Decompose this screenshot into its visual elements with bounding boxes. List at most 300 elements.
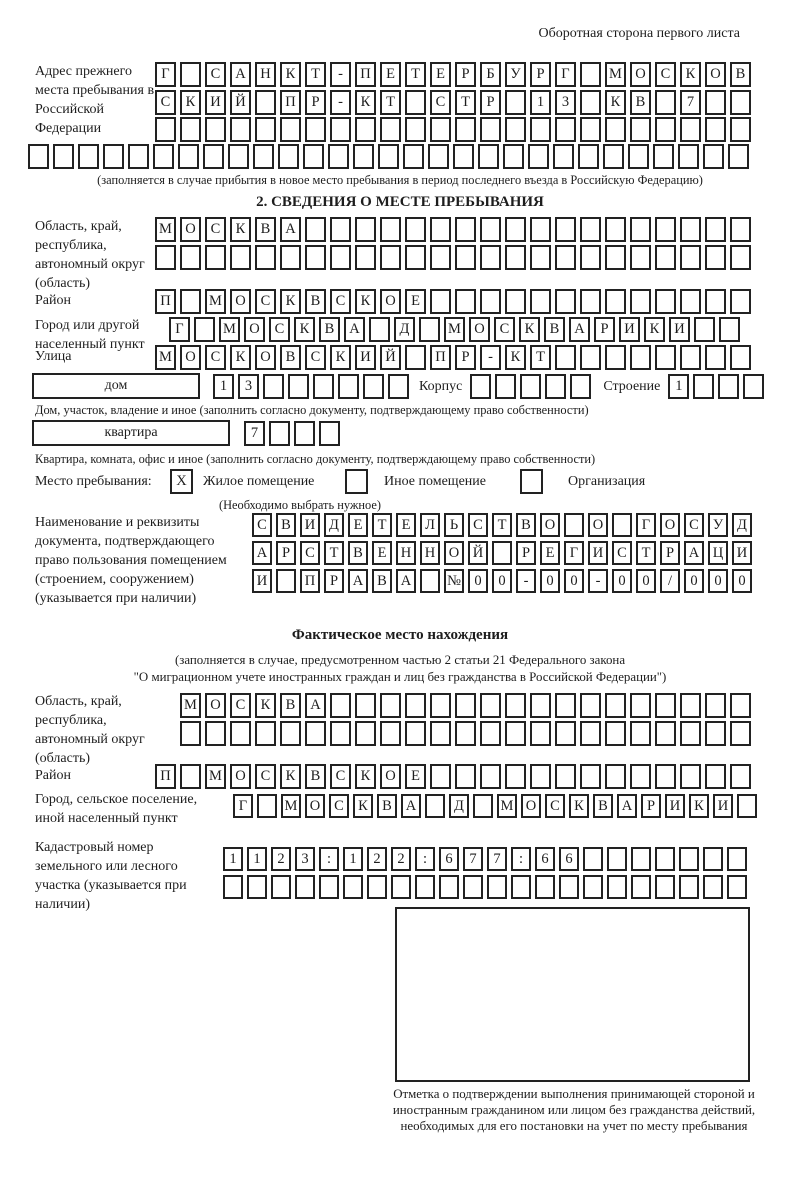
char-box[interactable]: Д <box>732 513 752 537</box>
char-box[interactable] <box>430 764 451 789</box>
char-box[interactable] <box>730 245 751 270</box>
char-box[interactable]: В <box>280 345 301 370</box>
char-box[interactable]: Е <box>348 513 368 537</box>
char-box[interactable]: Р <box>660 541 680 565</box>
char-box[interactable] <box>478 144 499 169</box>
char-box[interactable]: П <box>280 90 301 115</box>
char-box[interactable] <box>655 693 676 718</box>
char-box[interactable]: : <box>511 847 531 871</box>
char-box[interactable]: П <box>155 764 176 789</box>
char-box[interactable] <box>430 693 451 718</box>
char-box[interactable] <box>405 345 426 370</box>
char-box[interactable] <box>380 721 401 746</box>
char-box[interactable] <box>330 117 351 142</box>
char-box[interactable] <box>487 875 507 899</box>
char-box[interactable] <box>630 117 651 142</box>
char-box[interactable]: Е <box>430 62 451 87</box>
char-box[interactable]: 0 <box>564 569 584 593</box>
char-box[interactable] <box>230 721 251 746</box>
char-box[interactable] <box>705 90 726 115</box>
char-box[interactable]: В <box>377 794 397 818</box>
char-box[interactable] <box>247 875 267 899</box>
char-box[interactable] <box>155 245 176 270</box>
char-box[interactable]: Т <box>492 513 512 537</box>
char-box[interactable]: С <box>205 62 226 87</box>
char-box[interactable]: 1 <box>343 847 363 871</box>
char-box[interactable] <box>555 217 576 242</box>
char-box[interactable]: О <box>380 289 401 314</box>
char-box[interactable] <box>228 144 249 169</box>
char-box[interactable]: Ц <box>708 541 728 565</box>
char-box[interactable] <box>705 693 726 718</box>
char-box[interactable] <box>555 117 576 142</box>
char-box[interactable] <box>405 693 426 718</box>
char-box[interactable]: И <box>588 541 608 565</box>
char-box[interactable] <box>605 217 626 242</box>
char-box[interactable] <box>405 721 426 746</box>
char-box[interactable] <box>630 721 651 746</box>
char-box[interactable]: П <box>300 569 320 593</box>
char-box[interactable] <box>511 875 531 899</box>
checkbox-inoe[interactable] <box>345 469 368 494</box>
char-box[interactable] <box>530 217 551 242</box>
char-box[interactable]: О <box>521 794 541 818</box>
char-box[interactable] <box>473 794 493 818</box>
char-box[interactable] <box>180 289 201 314</box>
char-box[interactable]: Д <box>449 794 469 818</box>
char-box[interactable] <box>730 345 751 370</box>
char-box[interactable]: К <box>330 345 351 370</box>
char-box[interactable]: 1 <box>223 847 243 871</box>
char-box[interactable]: К <box>180 90 201 115</box>
char-box[interactable]: 0 <box>708 569 728 593</box>
char-box[interactable]: И <box>252 569 272 593</box>
char-box[interactable] <box>355 721 376 746</box>
char-box[interactable] <box>455 245 476 270</box>
char-box[interactable]: 1 <box>668 374 689 399</box>
char-box[interactable] <box>631 875 651 899</box>
char-box[interactable] <box>580 117 601 142</box>
char-box[interactable] <box>580 345 601 370</box>
char-box[interactable] <box>703 144 724 169</box>
char-box[interactable] <box>705 117 726 142</box>
char-box[interactable] <box>530 764 551 789</box>
char-box[interactable] <box>505 117 526 142</box>
char-box[interactable] <box>605 764 626 789</box>
char-box[interactable] <box>380 217 401 242</box>
char-box[interactable] <box>203 144 224 169</box>
char-box[interactable] <box>718 374 739 399</box>
char-box[interactable] <box>679 847 699 871</box>
char-box[interactable] <box>263 374 284 399</box>
char-box[interactable]: : <box>415 847 435 871</box>
char-box[interactable]: В <box>280 693 301 718</box>
char-box[interactable] <box>719 317 740 342</box>
char-box[interactable]: Р <box>305 90 326 115</box>
char-box[interactable] <box>705 245 726 270</box>
char-box[interactable] <box>405 117 426 142</box>
char-box[interactable] <box>455 721 476 746</box>
char-box[interactable] <box>388 374 409 399</box>
char-box[interactable] <box>730 289 751 314</box>
char-box[interactable]: С <box>330 289 351 314</box>
char-box[interactable]: Т <box>455 90 476 115</box>
char-box[interactable] <box>605 345 626 370</box>
char-box[interactable] <box>255 90 276 115</box>
char-box[interactable] <box>505 90 526 115</box>
char-box[interactable] <box>367 875 387 899</box>
char-box[interactable] <box>480 721 501 746</box>
char-box[interactable] <box>737 794 757 818</box>
char-box[interactable]: Т <box>324 541 344 565</box>
char-box[interactable]: Р <box>516 541 536 565</box>
char-box[interactable]: М <box>219 317 240 342</box>
char-box[interactable] <box>313 374 334 399</box>
char-box[interactable] <box>535 875 555 899</box>
char-box[interactable]: Г <box>233 794 253 818</box>
char-box[interactable] <box>355 217 376 242</box>
char-box[interactable]: С <box>612 541 632 565</box>
char-box[interactable]: А <box>344 317 365 342</box>
char-box[interactable] <box>703 875 723 899</box>
char-box[interactable]: О <box>660 513 680 537</box>
char-box[interactable]: М <box>205 764 226 789</box>
char-box[interactable] <box>520 374 541 399</box>
char-box[interactable] <box>578 144 599 169</box>
char-box[interactable]: Е <box>405 764 426 789</box>
char-box[interactable] <box>294 421 315 446</box>
char-box[interactable]: О <box>180 345 201 370</box>
char-box[interactable] <box>363 374 384 399</box>
char-box[interactable]: Г <box>564 541 584 565</box>
checkbox-organizatsiya[interactable] <box>520 469 543 494</box>
char-box[interactable]: 2 <box>391 847 411 871</box>
char-box[interactable] <box>603 144 624 169</box>
char-box[interactable]: 6 <box>535 847 555 871</box>
char-box[interactable] <box>655 245 676 270</box>
char-box[interactable]: Р <box>594 317 615 342</box>
char-box[interactable]: 0 <box>468 569 488 593</box>
char-box[interactable]: Т <box>636 541 656 565</box>
char-box[interactable] <box>605 721 626 746</box>
char-box[interactable] <box>705 345 726 370</box>
char-box[interactable] <box>430 289 451 314</box>
char-box[interactable] <box>730 693 751 718</box>
char-box[interactable] <box>453 144 474 169</box>
char-box[interactable]: О <box>230 764 251 789</box>
char-box[interactable] <box>128 144 149 169</box>
char-box[interactable] <box>355 117 376 142</box>
char-box[interactable]: К <box>355 764 376 789</box>
char-box[interactable]: 0 <box>540 569 560 593</box>
char-box[interactable] <box>180 721 201 746</box>
char-box[interactable]: Е <box>540 541 560 565</box>
char-box[interactable] <box>580 721 601 746</box>
char-box[interactable]: Р <box>530 62 551 87</box>
char-box[interactable] <box>705 217 726 242</box>
char-box[interactable] <box>280 245 301 270</box>
checkbox-zhiloe[interactable]: X <box>170 469 193 494</box>
char-box[interactable]: Т <box>530 345 551 370</box>
char-box[interactable] <box>580 62 601 87</box>
char-box[interactable]: Н <box>396 541 416 565</box>
char-box[interactable] <box>607 847 627 871</box>
char-box[interactable]: И <box>619 317 640 342</box>
char-box[interactable] <box>694 317 715 342</box>
char-box[interactable] <box>555 345 576 370</box>
char-box[interactable] <box>630 345 651 370</box>
char-box[interactable] <box>495 374 516 399</box>
char-box[interactable]: 1 <box>213 374 234 399</box>
char-box[interactable]: - <box>330 62 351 87</box>
char-box[interactable]: Т <box>405 62 426 87</box>
char-box[interactable] <box>530 289 551 314</box>
char-box[interactable] <box>655 117 676 142</box>
char-box[interactable] <box>653 144 674 169</box>
char-box[interactable]: С <box>430 90 451 115</box>
char-box[interactable] <box>288 374 309 399</box>
char-box[interactable] <box>305 245 326 270</box>
char-box[interactable] <box>353 144 374 169</box>
char-box[interactable] <box>153 144 174 169</box>
char-box[interactable] <box>463 875 483 899</box>
char-box[interactable] <box>180 245 201 270</box>
char-box[interactable]: Т <box>380 90 401 115</box>
char-box[interactable] <box>631 847 651 871</box>
char-box[interactable]: 7 <box>680 90 701 115</box>
char-box[interactable]: М <box>605 62 626 87</box>
char-box[interactable]: В <box>593 794 613 818</box>
char-box[interactable] <box>559 875 579 899</box>
char-box[interactable] <box>505 245 526 270</box>
char-box[interactable] <box>655 289 676 314</box>
kvartira-field[interactable]: квартира <box>32 420 230 446</box>
char-box[interactable] <box>78 144 99 169</box>
char-box[interactable] <box>355 245 376 270</box>
char-box[interactable] <box>743 374 764 399</box>
char-box[interactable]: К <box>280 62 301 87</box>
char-box[interactable] <box>255 721 276 746</box>
char-box[interactable] <box>630 217 651 242</box>
char-box[interactable]: М <box>180 693 201 718</box>
char-box[interactable]: В <box>305 289 326 314</box>
char-box[interactable]: О <box>540 513 560 537</box>
char-box[interactable]: К <box>280 289 301 314</box>
char-box[interactable]: С <box>230 693 251 718</box>
char-box[interactable]: Д <box>394 317 415 342</box>
char-box[interactable] <box>555 245 576 270</box>
char-box[interactable]: К <box>644 317 665 342</box>
char-box[interactable] <box>205 721 226 746</box>
char-box[interactable] <box>580 289 601 314</box>
char-box[interactable]: К <box>355 90 376 115</box>
char-box[interactable] <box>330 245 351 270</box>
char-box[interactable]: С <box>545 794 565 818</box>
char-box[interactable] <box>630 764 651 789</box>
char-box[interactable]: А <box>401 794 421 818</box>
char-box[interactable]: Е <box>372 541 392 565</box>
char-box[interactable] <box>305 721 326 746</box>
char-box[interactable] <box>369 317 390 342</box>
char-box[interactable]: С <box>330 764 351 789</box>
char-box[interactable] <box>255 117 276 142</box>
char-box[interactable] <box>705 721 726 746</box>
char-box[interactable] <box>727 875 747 899</box>
char-box[interactable]: В <box>348 541 368 565</box>
char-box[interactable] <box>428 144 449 169</box>
char-box[interactable] <box>180 117 201 142</box>
char-box[interactable]: С <box>269 317 290 342</box>
char-box[interactable]: С <box>329 794 349 818</box>
char-box[interactable] <box>480 693 501 718</box>
char-box[interactable]: М <box>155 217 176 242</box>
char-box[interactable] <box>564 513 584 537</box>
char-box[interactable]: С <box>255 764 276 789</box>
char-box[interactable]: Й <box>468 541 488 565</box>
char-box[interactable] <box>338 374 359 399</box>
char-box[interactable] <box>230 245 251 270</box>
char-box[interactable]: - <box>516 569 536 593</box>
char-box[interactable]: В <box>730 62 751 87</box>
char-box[interactable] <box>257 794 277 818</box>
char-box[interactable]: А <box>348 569 368 593</box>
char-box[interactable]: К <box>505 345 526 370</box>
char-box[interactable] <box>730 90 751 115</box>
char-box[interactable] <box>555 693 576 718</box>
char-box[interactable]: А <box>230 62 251 87</box>
char-box[interactable]: А <box>569 317 590 342</box>
char-box[interactable] <box>53 144 74 169</box>
char-box[interactable] <box>655 217 676 242</box>
char-box[interactable] <box>430 721 451 746</box>
char-box[interactable] <box>680 117 701 142</box>
char-box[interactable]: У <box>708 513 728 537</box>
char-box[interactable]: О <box>588 513 608 537</box>
char-box[interactable]: Р <box>324 569 344 593</box>
char-box[interactable] <box>343 875 363 899</box>
char-box[interactable] <box>680 289 701 314</box>
char-box[interactable]: Т <box>372 513 392 537</box>
char-box[interactable]: В <box>255 217 276 242</box>
char-box[interactable]: Е <box>380 62 401 87</box>
char-box[interactable] <box>730 217 751 242</box>
char-box[interactable] <box>278 144 299 169</box>
char-box[interactable]: А <box>396 569 416 593</box>
char-box[interactable]: В <box>630 90 651 115</box>
char-box[interactable]: О <box>305 794 325 818</box>
char-box[interactable] <box>319 875 339 899</box>
char-box[interactable] <box>630 245 651 270</box>
char-box[interactable] <box>605 245 626 270</box>
char-box[interactable] <box>328 144 349 169</box>
char-box[interactable] <box>330 217 351 242</box>
char-box[interactable]: К <box>230 217 251 242</box>
char-box[interactable] <box>530 245 551 270</box>
char-box[interactable] <box>230 117 251 142</box>
char-box[interactable]: К <box>353 794 373 818</box>
char-box[interactable] <box>630 693 651 718</box>
char-box[interactable] <box>430 245 451 270</box>
char-box[interactable]: О <box>444 541 464 565</box>
char-box[interactable] <box>530 117 551 142</box>
char-box[interactable]: - <box>330 90 351 115</box>
char-box[interactable]: О <box>380 764 401 789</box>
char-box[interactable] <box>528 144 549 169</box>
char-box[interactable]: Г <box>155 62 176 87</box>
char-box[interactable] <box>255 245 276 270</box>
char-box[interactable] <box>420 569 440 593</box>
char-box[interactable] <box>319 421 340 446</box>
char-box[interactable]: О <box>630 62 651 87</box>
char-box[interactable] <box>505 693 526 718</box>
char-box[interactable] <box>271 875 291 899</box>
char-box[interactable]: № <box>444 569 464 593</box>
char-box[interactable] <box>378 144 399 169</box>
char-box[interactable] <box>503 144 524 169</box>
char-box[interactable] <box>391 875 411 899</box>
char-box[interactable]: М <box>281 794 301 818</box>
char-box[interactable]: К <box>294 317 315 342</box>
char-box[interactable] <box>430 217 451 242</box>
char-box[interactable]: И <box>205 90 226 115</box>
char-box[interactable] <box>655 345 676 370</box>
char-box[interactable]: 1 <box>530 90 551 115</box>
char-box[interactable]: 0 <box>612 569 632 593</box>
char-box[interactable] <box>276 569 296 593</box>
char-box[interactable] <box>480 217 501 242</box>
char-box[interactable] <box>655 847 675 871</box>
char-box[interactable] <box>655 875 675 899</box>
char-box[interactable]: П <box>155 289 176 314</box>
char-box[interactable] <box>355 693 376 718</box>
char-box[interactable]: 6 <box>439 847 459 871</box>
char-box[interactable] <box>480 245 501 270</box>
char-box[interactable]: Р <box>480 90 501 115</box>
char-box[interactable]: О <box>205 693 226 718</box>
char-box[interactable]: Р <box>276 541 296 565</box>
char-box[interactable] <box>703 847 723 871</box>
char-box[interactable]: И <box>669 317 690 342</box>
char-box[interactable]: К <box>680 62 701 87</box>
char-box[interactable]: А <box>684 541 704 565</box>
char-box[interactable] <box>330 693 351 718</box>
char-box[interactable] <box>419 317 440 342</box>
char-box[interactable]: В <box>372 569 392 593</box>
char-box[interactable]: 7 <box>463 847 483 871</box>
char-box[interactable] <box>253 144 274 169</box>
char-box[interactable] <box>505 289 526 314</box>
char-box[interactable] <box>580 693 601 718</box>
char-box[interactable]: А <box>617 794 637 818</box>
char-box[interactable] <box>680 245 701 270</box>
char-box[interactable]: С <box>684 513 704 537</box>
char-box[interactable]: С <box>205 345 226 370</box>
char-box[interactable]: Е <box>405 289 426 314</box>
char-box[interactable] <box>607 875 627 899</box>
char-box[interactable] <box>505 764 526 789</box>
char-box[interactable] <box>425 794 445 818</box>
char-box[interactable]: О <box>469 317 490 342</box>
char-box[interactable]: 7 <box>487 847 507 871</box>
char-box[interactable]: О <box>180 217 201 242</box>
char-box[interactable]: Д <box>324 513 344 537</box>
char-box[interactable] <box>180 764 201 789</box>
char-box[interactable] <box>680 693 701 718</box>
char-box[interactable] <box>553 144 574 169</box>
char-box[interactable] <box>405 217 426 242</box>
char-box[interactable]: Н <box>255 62 276 87</box>
char-box[interactable]: В <box>276 513 296 537</box>
